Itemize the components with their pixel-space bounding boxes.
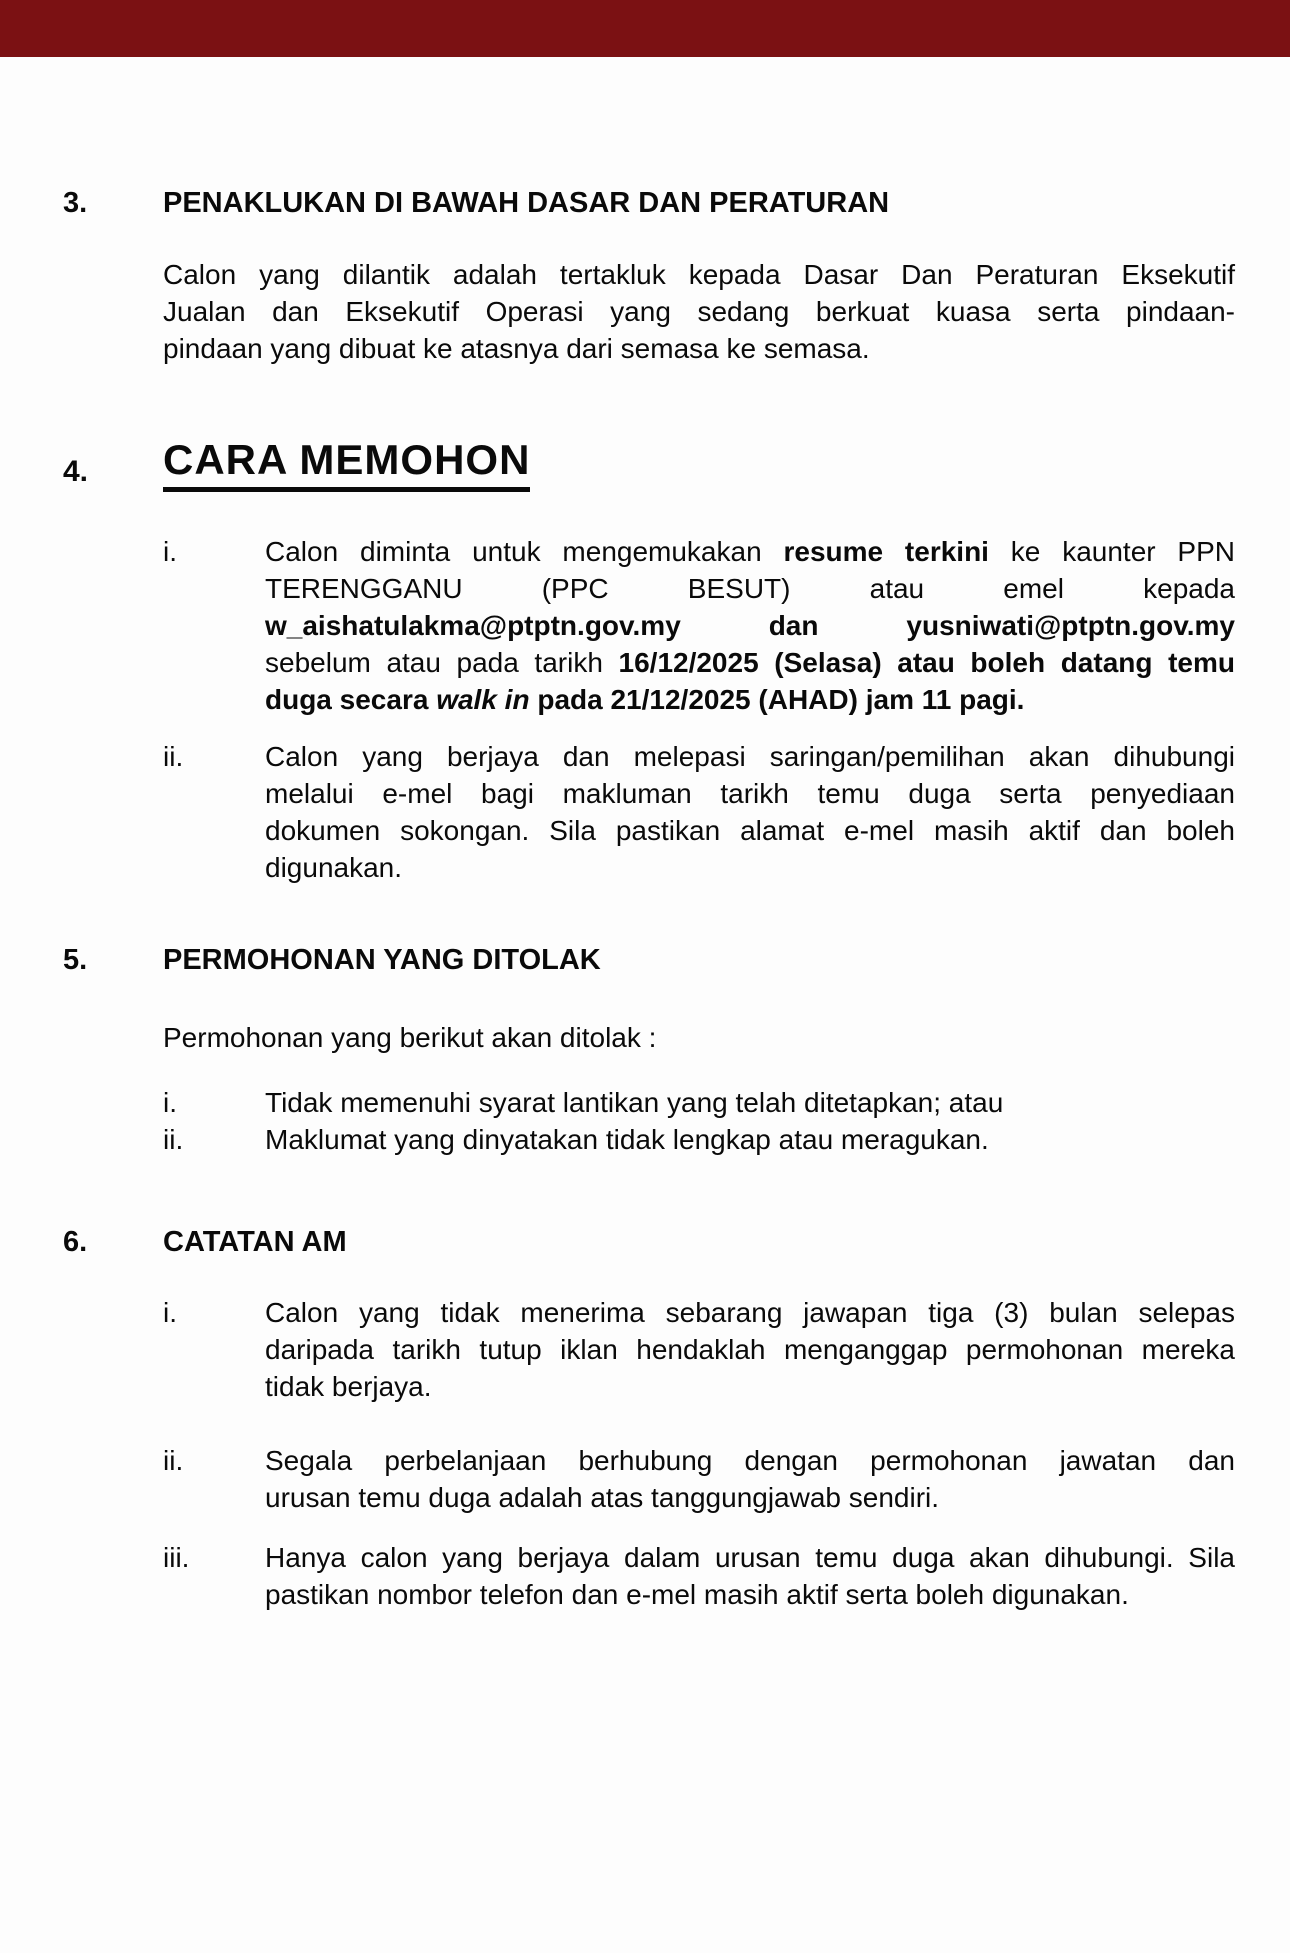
section-6: [63, 1224, 1235, 1613]
text-line: [265, 1368, 1235, 1405]
text-line: [265, 644, 1235, 681]
section-number: 5.: [63, 944, 88, 976]
text-emphasis: walk in: [436, 684, 530, 715]
text-run: Hanya calon yang berjaya dalam urusan temu duga akan dihubungi. Sila: [265, 1542, 1235, 1573]
text-run: Maklumat yang dinyatakan tidak lengkap atau meragukan.: [265, 1124, 989, 1155]
text-line: [265, 1576, 1235, 1613]
text-run: Calon diminta untuk mengemukakan: [265, 536, 784, 567]
paragraph: [163, 1019, 1235, 1056]
section-title: PERMOHONAN YANG DITOLAK: [163, 944, 601, 976]
text-run: Calon yang tidak menerima sebarang jawapan tiga (3) bulan selepas: [265, 1297, 1235, 1328]
text-run: Tidak memenuhi syarat lantikan yang telah ditetapkan; atau: [265, 1087, 1004, 1118]
text-line: [265, 681, 1235, 718]
text-run: ke kaunter PPN: [988, 536, 1236, 567]
header-bar: [0, 0, 1290, 57]
text-line: [265, 1084, 1235, 1121]
text-line: [265, 1331, 1235, 1368]
text-line: [265, 1121, 1235, 1158]
list-marker: ii.: [163, 1124, 184, 1155]
paragraph: [163, 256, 1235, 367]
section-4: [63, 435, 1235, 886]
list-marker: i.: [163, 1087, 177, 1118]
text-emphasis: pada 21/12/2025 (AHAD) jam 11 pagi.: [529, 684, 1025, 715]
text-emphasis: duga secara: [265, 684, 437, 715]
list-item-text: [265, 1442, 1235, 1516]
text-run: pastikan nombor telefon dan e-mel masih aktif serta boleh digunakan.: [265, 1579, 1129, 1610]
text-run: TERENGGANU (PPC BESUT) atau emel kepada: [265, 573, 1235, 604]
text-line: [265, 1479, 1235, 1516]
text-run: sebelum atau pada tarikh: [265, 647, 619, 678]
text-line: [265, 775, 1235, 812]
section-3: [63, 185, 1235, 367]
text-line: [265, 1294, 1235, 1331]
list-item-text: [265, 1084, 1235, 1121]
list-item-text: [265, 738, 1235, 886]
text-run: melalui e-mel bagi makluman tarikh temu duga serta penyediaan: [265, 778, 1235, 809]
list-marker: i.: [163, 536, 177, 567]
text-run: urusan temu duga adalah atas tanggungjawab sendiri.: [265, 1482, 940, 1513]
list-item: [163, 738, 1235, 886]
list-item: [163, 533, 1235, 718]
list-item-text: [265, 1539, 1235, 1613]
section-heading: [63, 435, 1235, 497]
text-line: [163, 293, 1235, 330]
text-line: [163, 1019, 1235, 1056]
text-run: Permohonan yang berikut akan ditolak :: [163, 1022, 657, 1053]
list-marker: ii.: [163, 741, 184, 772]
section-number: 3.: [63, 187, 88, 219]
section-title: CARA MEMOHON: [163, 435, 530, 492]
text-run: pindaan yang dibuat ke atasnya dari semasa ke semasa.: [163, 333, 870, 364]
list-item: [163, 1294, 1235, 1405]
text-run: Jualan dan Eksekutif Operasi yang sedang berkuat kuasa serta pindaan-: [163, 296, 1235, 327]
list-marker: iii.: [163, 1542, 190, 1573]
section-heading: [63, 185, 1235, 222]
document-body: [0, 185, 1290, 1613]
text-run: Calon yang dilantik adalah tertakluk kepada Dasar Dan Peraturan Eksekutif: [163, 259, 1235, 290]
section-heading: [63, 942, 1235, 979]
text-line: [265, 738, 1235, 775]
list-item-text: [265, 1294, 1235, 1405]
list-item: [163, 1442, 1235, 1516]
text-run: daripada tarikh tutup iklan hendaklah menganggap permohonan mereka: [265, 1334, 1235, 1365]
text-emphasis: 16/12/2025 (Selasa) atau boleh datang temu: [618, 647, 1235, 678]
text-run: tidak berjaya.: [265, 1371, 432, 1402]
list-item: [163, 1084, 1235, 1121]
section-heading: [63, 1224, 1235, 1261]
text-run: Segala perbelanjaan berhubung dengan permohonan jawatan dan: [265, 1445, 1235, 1476]
section-title: PENAKLUKAN DI BAWAH DASAR DAN PERATURAN: [163, 187, 890, 219]
text-emphasis: w_aishatulakma@ptptn.gov.my dan yusniwati@ptptn.gov.my: [265, 610, 1235, 641]
text-line: [265, 1442, 1235, 1479]
section-number: 4.: [63, 455, 89, 488]
text-emphasis: resume terkini: [783, 536, 989, 567]
section-5: [63, 942, 1235, 1158]
text-line: [163, 256, 1235, 293]
list-item: [163, 1121, 1235, 1158]
section-title: CATATAN AM: [163, 1226, 347, 1258]
text-line: [265, 1539, 1235, 1576]
text-line: [265, 607, 1235, 644]
section-number: 6.: [63, 1226, 88, 1258]
list-marker: ii.: [163, 1445, 184, 1476]
list-marker: i.: [163, 1297, 177, 1328]
text-line: [265, 533, 1235, 570]
list-item-text: [265, 533, 1235, 718]
text-line: [265, 849, 1235, 886]
list-item-text: [265, 1121, 1235, 1158]
text-run: dokumen sokongan. Sila pastikan alamat e-mel masih aktif dan boleh: [265, 815, 1235, 846]
text-run: Calon yang berjaya dan melepasi saringan/pemilihan akan dihubungi: [265, 741, 1235, 772]
text-run: digunakan.: [265, 852, 403, 883]
text-line: [265, 570, 1235, 607]
text-line: [265, 812, 1235, 849]
text-line: [163, 330, 1235, 367]
list-item: [163, 1539, 1235, 1613]
